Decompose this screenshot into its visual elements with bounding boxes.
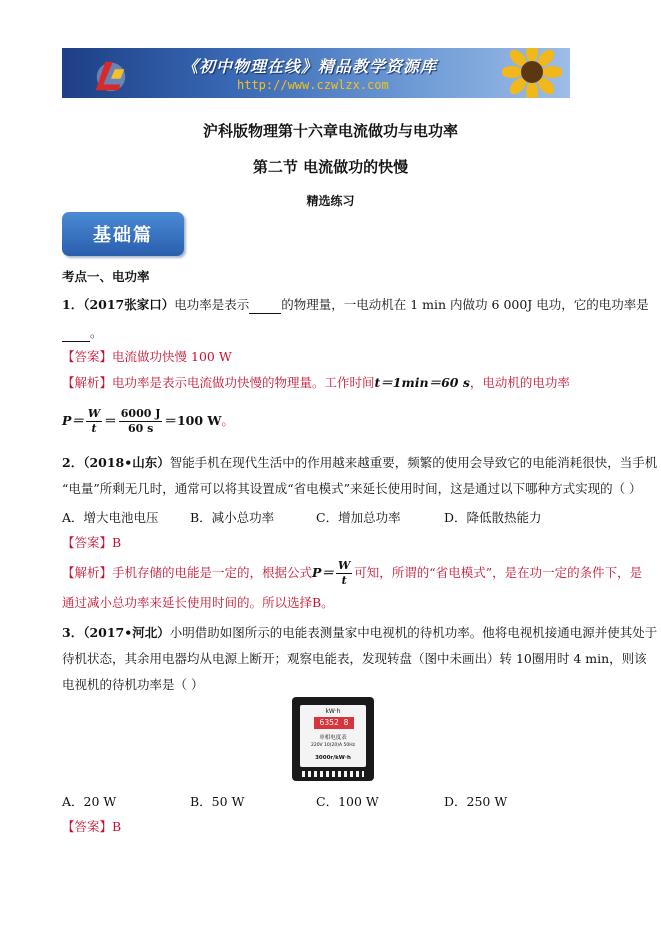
doc-small-title: 精选练习: [306, 194, 355, 208]
q1-answer: [62, 348, 232, 366]
q1-text-c: 。: [90, 325, 103, 340]
q2-fraction: [336, 559, 352, 588]
q3-option-c: C．100 W: [316, 794, 379, 809]
q2-answer-tag: 【答案】: [62, 535, 113, 550]
q2-number: 2．: [62, 455, 84, 470]
q3-answer-tag: 【答案】: [62, 819, 113, 834]
q1-answer-tag: 【答案】: [62, 349, 113, 364]
meter-terminals: [302, 771, 364, 777]
doc-subtitle: 第二节 电流做功的快慢: [252, 158, 409, 176]
meter-digits-last: 8: [343, 718, 349, 727]
q1-f1-den: t: [91, 422, 97, 435]
q2-line1: 智能手机在现代生活中的作用越来越重要，频繁的使用会导致它的电能消耗很快，当手机: [169, 455, 658, 470]
q1-f2-num: 6000 J: [120, 407, 161, 420]
q1-text-b: 的物理量，一电动机在 1 min 内做功 6 000J 电功，它的电功率是: [281, 297, 649, 312]
q1-analysis-b: ，电动机的电功率: [469, 375, 570, 390]
q1-analysis: [62, 374, 570, 392]
q2-f-num: W: [337, 559, 351, 572]
q2-analysis: [62, 558, 642, 588]
q1-source: （2017张家口）: [83, 297, 175, 312]
q3-option-d: D．250 W: [444, 794, 508, 809]
meter-face: [300, 705, 366, 767]
doc-title: 沪科版物理第十六章电流做功与电功率: [202, 122, 458, 140]
q1-f1-num: W: [87, 407, 101, 420]
q1-analysis-formula: t＝1min＝60 s: [374, 375, 470, 390]
meter-digits: [314, 717, 354, 729]
question-3: [62, 624, 657, 642]
q3-line1: 小明借助如图所示的电能表测量家中电视机的待机功率。他将电视机接通电源并使其处于: [169, 625, 658, 640]
q1-formula-rhs: ＝100 W: [164, 413, 222, 428]
q2-answer: [62, 534, 121, 552]
meter-unit: kW·h: [325, 708, 341, 715]
sunflower-icon: [502, 48, 562, 98]
q2-option-d: D．降低散热能力: [444, 510, 542, 525]
q1-text-a: 电功率是表示: [174, 297, 250, 312]
q3-answer: [62, 818, 121, 836]
q1-formula: [62, 404, 234, 438]
q3-answer-text: B: [112, 819, 122, 834]
q1-fraction-2: [119, 407, 163, 436]
electric-meter-figure: [292, 697, 374, 781]
meter-spec: 220V 10(20)A 50Hz: [310, 743, 356, 748]
q3-line3: 电视机的待机功率是（ ）: [62, 677, 204, 692]
q2-analysis-b: 可知，所谓的“省电模式”，是在功一定的条件下，是: [354, 565, 643, 580]
q3-option-b: B．50 W: [190, 794, 245, 809]
q2-f-den: t: [341, 574, 347, 587]
q1-f2-den: 60 s: [127, 422, 154, 435]
q2-analysis-a: 手机存储的电能是一定的，根据公式: [112, 565, 313, 580]
q1-blank-2: [62, 327, 90, 342]
question-1-cont: [62, 324, 103, 342]
q1-analysis-tag: 【解析】: [62, 375, 113, 390]
q2-answer-text: B: [112, 535, 122, 550]
q3-option-a: A．20 W: [62, 794, 117, 809]
q2-line2: “电量”所剩无几时，通常可以将其设置成“省电模式”来延长使用时间，这是通过以下哪种方式实现的（ ）: [62, 481, 642, 496]
q2-option-b: B．减小总功率: [190, 510, 275, 525]
section-badge: [62, 212, 184, 256]
q1-number: 1．: [62, 297, 84, 312]
q2-option-c: C．增加总功率: [316, 510, 401, 525]
meter-rev: 3000r/kW·h: [315, 755, 351, 761]
q1-formula-end: 。: [221, 413, 234, 428]
q1-analysis-a: 电功率是表示电流做功快慢的物理量。工作时间: [112, 375, 375, 390]
q1-formula-lhs: P＝: [62, 413, 84, 428]
q1-answer-text: 电流做功快慢 100 W: [112, 349, 232, 364]
question-1: [62, 296, 649, 314]
q3-line2: 待机状态，其余用电器均从电源上断开；观察电能表，发现转盘（图中未画出）转 10圈用时 4 min，则该: [62, 651, 647, 666]
logo-icon: [92, 56, 130, 94]
meter-digits-main: 6352: [319, 718, 339, 727]
q2-option-a: A．增大电池电压: [62, 510, 159, 525]
banner-title: 《初中物理在线》精品教学资源库: [182, 57, 438, 76]
q1-blank-1: [249, 299, 281, 314]
question-2: [62, 454, 657, 472]
q2-analysis-tag: 【解析】: [62, 565, 113, 580]
q3-source: （2017•河北）: [83, 625, 170, 640]
q2-analysis-formula-lhs: P＝: [312, 565, 334, 580]
q3-number: 3．: [62, 625, 84, 640]
header-banner: [62, 48, 570, 98]
meter-label: 单相电度表: [319, 735, 347, 741]
section-badge-label: 基础篇: [93, 225, 153, 246]
q2-analysis-line2: 通过减小总功率来延长使用时间的。所以选择B。: [62, 595, 334, 610]
q2-source: （2018•山东）: [83, 455, 170, 470]
banner-url: http://www.czwlzx.com: [237, 78, 389, 92]
q1-fraction-1: [86, 407, 102, 436]
q1-formula-eq: ＝: [104, 413, 117, 428]
topic-heading: 考点一、电功率: [62, 269, 150, 284]
